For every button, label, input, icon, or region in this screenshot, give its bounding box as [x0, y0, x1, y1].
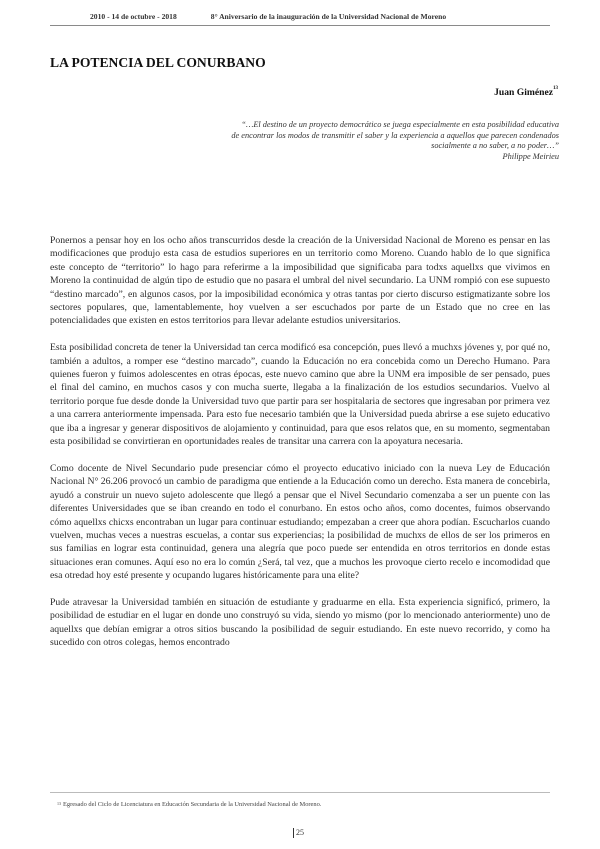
epigraph	[139, 120, 559, 162]
running-header	[50, 12, 550, 26]
paragraph: Pude atravesar la Universidad también en situación de estudiante y graduarme en ella. Esta experiencia significó, primero, la posibilidad de estudiar en el lugar en donde uno construyó su vida, siendo yo mismo (por lo mencionado anteriormente) uno de aquellxs que debían emigrar a otros sitios buscando la posibilidad de seguir estudiando. En este nuevo recorrido, y como ha sucedido con otros colegas, hemos encontrado	[50, 596, 550, 649]
paragraph: Ponernos a pensar hoy en los ocho años transcurridos desde la creación de la Universidad Nacional de Moreno es pensar en las modificaciones que produjo esta casa de estudios superiores en un territorio como Moreno. Cuando hablo de lo que significa este concepto de “territorio” lo hago para referirme a la imposibilidad que significaba para todxs aquellxs que vivimos en Moreno la continuidad de algún tipo de estudio que no pasara el umbral del nivel secundario. La UNM rompió con ese supuesto “destino marcado”, en algunos casos, por la imposibilidad económica y otras tantas por cierto discurso estigmatizante sobre los sectores populares, que, lamentablemente, hoy vuelven a ser escuchados por parte de un Estado que no cree en las potencialidades que existen en estos territorios para llevar adelante estudios universitarios.	[50, 235, 550, 327]
article-body	[50, 234, 550, 663]
author-name: Juan Giménez	[494, 87, 553, 98]
epigraph-line: “…El destino de un proyecto democrático se juega especialmente en esta posibilidad educativa	[241, 120, 559, 129]
header-date-range: 2010 - 14 de octubre - 2018	[90, 12, 177, 21]
footnote-divider	[50, 792, 550, 793]
epigraph-line: socialmente a no saber, a no poder…”	[431, 141, 559, 151]
footnote	[57, 801, 321, 808]
article-author	[494, 87, 558, 98]
page-number: 25	[293, 828, 304, 838]
author-footnote-ref[interactable]: 13	[553, 86, 558, 91]
epigraph-attribution: Philippe Meirieu	[502, 151, 559, 161]
paragraph: Esta posibilidad concreta de tener la Universidad tan cerca modificó esa concepción, pues llevó a muchxs jóvenes y, por qué no, también a adultos, a romper ese “destino marcado”, cuando la Educación no era concebida como un Derecho Humano. Para quienes fueron y fuimos adolescentes en otras épocas, este nuevo camino que abre la UNM era imposible de ser pensado, pues el final del camino, en muchos casos y con mucha suerte, llegaba a la finalización de los estudios secundarios. Vuelvo al territorio porque fue desde donde la Universidad tuvo que partir para ser hospitalaria de sectores que ingresaban por primera vez a una carrera anteriormente impensada. Para esto fue necesario también que la Universidad pueda abrirse a ese sujeto educativo que iba a ingresar y generar dispositivos de alojamiento y continuidad, para que esos relatos que, en su momento, segmentaban esta posibilidad se convirtieran en oportunidades reales de transitar una carrera con la apoyatura necesaria.	[50, 342, 550, 448]
header-anniversary: 8° Aniversario de la inauguración de la Universidad Nacional de Moreno	[210, 12, 447, 21]
footnote-number: 13	[57, 801, 61, 806]
footnote-text: Egresado del Ciclo de Licenciatura en Educación Secundaria de la Universidad Nacional de Moreno.	[63, 801, 322, 808]
article-title: LA POTENCIA DEL CONURBANO	[50, 55, 266, 70]
epigraph-line: de encontrar los modos de transmitir el saber y la experiencia a aquellos que parecen condenados	[231, 130, 559, 140]
paragraph: Como docente de Nivel Secundario pude presenciar cómo el proyecto educativo iniciado con la nueva Ley de Educación Nacional N° 26.206 provocó un cambio de paradigma que entiende a la Educación como un derecho. Esta manera de concebirla, ayudó a construir un nuevo sujeto adolescente que llegó a pensar que el Nivel Secundario comenzaba a ser un puente con las diferentes Universidades que se iban creando en todo el conurbano. En estos ocho años, como docentes, fuimos observando cómo aquellxs chicxs encontraban un lugar para continuar estudiando; empezaban a creer que ahora podían. Escucharlos cuando vuelven, muchas veces a nuestras escuelas, a contar sus experiencias; la posibilidad de muchxs de ellos de ser los primeros en sus familias en lograr esta continuidad, genera una alegría que poco puede ser entendida en otros territorios en donde estas situaciones eran comunes. Aquí eso no era lo común ¿Será, tal vez, que a muchos les provoque cierto recelo e incomodidad que esa otredad hoy esté presente y ocupando lugares históricamente para una elite?	[50, 462, 550, 582]
